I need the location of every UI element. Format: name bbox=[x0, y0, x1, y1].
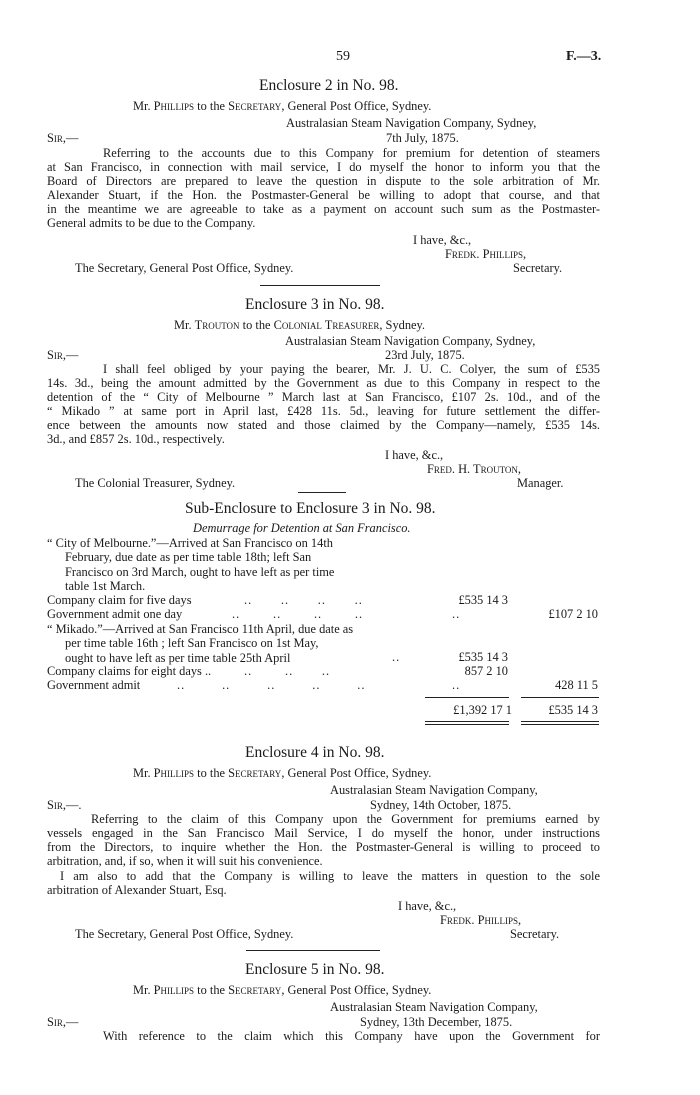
enclosure-4-addressee: The Secretary, General Post Office, Sydney. bbox=[75, 927, 294, 941]
enclosure-4-signature-title: Secretary. bbox=[510, 927, 560, 941]
enclosure-3-salutation: Sir,— bbox=[47, 348, 79, 362]
enclosure-5-sender: Australasian Steam Navigation Company, bbox=[330, 1000, 538, 1014]
enclosure-2-salutation: Sir,— bbox=[47, 131, 79, 145]
total-rule bbox=[521, 721, 599, 722]
enclosure-4-body-line: Referring to the claim of this Company upon the Government for premiums earned by bbox=[91, 812, 600, 826]
enclosure-4-signature: Fredk. Phillips, bbox=[440, 913, 522, 927]
enclosure-2-closing: I have, &c., bbox=[413, 233, 472, 247]
total-admitted: £535 14 3 bbox=[548, 703, 598, 717]
mikado-amount: £535 14 3 bbox=[458, 650, 508, 664]
government-admit-1-label: Government admit one day bbox=[47, 607, 183, 621]
page-number: 59 bbox=[336, 49, 350, 64]
enclosure-2-body-line: Board of Directors are prepared to leave the question in dispute to the sole arbitration of Mr. bbox=[47, 174, 600, 188]
company-claim-2-label: Company claims for eight days .. bbox=[47, 664, 212, 678]
total-rule bbox=[521, 724, 599, 725]
enclosure-2-sender: Australasian Steam Navigation Company, Sydney, bbox=[286, 116, 537, 130]
enclosure-3-from-to: Mr. Trouton to the Colonial Treasurer, Sydney. bbox=[174, 318, 426, 332]
total-rule bbox=[425, 724, 509, 725]
enclosure-2-signature-title: Secretary. bbox=[513, 261, 563, 275]
government-admit-1-amount: £107 2 10 bbox=[548, 607, 598, 621]
enclosure-4-from-to: Mr. Phillips to the Secretary, General Post Office, Sydney. bbox=[133, 766, 432, 780]
leader-dots: .. bbox=[392, 650, 401, 664]
government-admit-2-amount: 428 11 5 bbox=[555, 678, 598, 692]
enclosure-4-body2-line: arbitration of Alexander Stuart, Esq. bbox=[47, 883, 227, 897]
enclosure-5-heading: Enclosure 5 in No. 98. bbox=[245, 961, 385, 978]
enclosure-2-body-line: at San Francisco, in connection with mail service, I do myself the honor to inform you that the bbox=[47, 160, 600, 174]
company-claim-1-label: Company claim for five days bbox=[47, 593, 192, 607]
sub-enclosure-subheading: Demurrage for Detention at San Francisco. bbox=[193, 521, 411, 535]
enclosure-3-body-line: ence between the amounts now stated and those claimed by the Company—namely, £535 14s. bbox=[47, 418, 600, 432]
enclosure-2-body-line: Referring to the accounts due to this Company for premium for detention of steamers bbox=[103, 146, 600, 160]
enclosure-2-date: 7th July, 1875. bbox=[386, 131, 459, 145]
enclosure-5-salutation: Sir,— bbox=[47, 1015, 79, 1029]
enclosure-4-salutation: Sir,—. bbox=[47, 798, 82, 812]
total-rule bbox=[425, 697, 509, 698]
enclosure-4-date: Sydney, 14th October, 1875. bbox=[370, 798, 512, 812]
enclosure-2-body-line: General admits to be due to the Company. bbox=[47, 216, 256, 230]
enclosure-5-from-to: Mr. Phillips to the Secretary, General Post Office, Sydney. bbox=[133, 983, 432, 997]
enclosure-3-body-line: “ Mikado ” at same port in April last, £428 11s. 5d., leaving for future settlement the differ- bbox=[47, 404, 600, 418]
total-claimed: £1,392 17 1 bbox=[453, 703, 512, 717]
enclosure-2-addressee: The Secretary, General Post Office, Sydney. bbox=[75, 261, 294, 275]
enclosure-3-closing: I have, &c., bbox=[385, 448, 444, 462]
enclosure-3-heading: Enclosure 3 in No. 98. bbox=[245, 296, 385, 313]
enclosure-3-body-line: detention of the “ City of Melbourne ” March last at San Francisco, £107 2s. 10d., and of the bbox=[47, 390, 600, 404]
document-code: F.—3. bbox=[566, 49, 602, 64]
enclosure-4-sender: Australasian Steam Navigation Company, bbox=[330, 783, 538, 797]
enclosure-3-sender: Australasian Steam Navigation Company, Sydney, bbox=[285, 334, 536, 348]
enclosure-2-body-line: Alexander Stuart, if the Hon. the Postmaster-General be willing to adopt that course, and that bbox=[47, 188, 600, 202]
leader-dots: .. .. .. .. .. bbox=[177, 678, 366, 692]
enclosure-3-addressee: The Colonial Treasurer, Sydney. bbox=[75, 476, 236, 490]
enclosure-4-body-line: vessels engaged in the San Francisco Mail Service, I do myself the honor, under instructions bbox=[47, 826, 600, 840]
leader-dots: .. .. .. bbox=[244, 664, 331, 678]
company-claim-2-amount: 857 2 10 bbox=[464, 664, 508, 678]
company-claim-1-amount: £535 14 3 bbox=[458, 593, 508, 607]
enclosure-5-date: Sydney, 13th December, 1875. bbox=[360, 1015, 513, 1029]
enclosure-3-body-line: 14s. 3d., being the amount admitted by the Government as due to this Company in respect to the bbox=[47, 376, 600, 390]
enclosure-4-body-line: arbitration, and, if so, when it will suit his convenience. bbox=[47, 854, 323, 868]
empty-amount-dots: .. bbox=[452, 678, 461, 692]
enclosure-3-body-line: 3d., and £857 2s. 10d., respectively. bbox=[47, 432, 225, 446]
enclosure-2-body-line: in the meantime we are agreeable to take as a payment on account such sum as the Postmaster- bbox=[47, 202, 600, 216]
enclosure-3-signature-title: Manager. bbox=[517, 476, 564, 490]
leader-dots: .. .. .. .. bbox=[232, 607, 364, 621]
enclosure-2-heading: Enclosure 2 in No. 98. bbox=[259, 77, 399, 94]
total-rule bbox=[521, 697, 599, 698]
enclosure-2-signature: Fredk. Phillips, bbox=[445, 247, 527, 261]
section-divider bbox=[246, 950, 380, 951]
mikado-item: “ Mikado.”—Arrived at San Francisco 11th April, due date as per time table 16th ; left San Francisco on 1st May, ought to have left as per time table 25th April bbox=[47, 622, 354, 665]
enclosure-5-body-line: With reference to the claim which this Company have upon the Government for bbox=[103, 1029, 600, 1043]
enclosure-3-date: 23rd July, 1875. bbox=[385, 348, 465, 362]
leader-dots: .. .. .. .. bbox=[244, 593, 363, 607]
section-divider bbox=[260, 285, 380, 286]
city-of-melbourne-item: “ City of Melbourne.”—Arrived at San Francisco on 14th February, due date as per time table 18th; left San Francisco on 3rd March, ought to have left as per time table 1st March. bbox=[47, 536, 335, 593]
total-rule bbox=[425, 721, 509, 722]
section-divider bbox=[298, 492, 346, 493]
enclosure-3-body-line: I shall feel obliged by your paying the bearer, Mr. J. U. C. Colyer, the sum of £535 bbox=[103, 362, 600, 376]
empty-amount-dots: .. bbox=[452, 607, 461, 621]
enclosure-3-signature: Fred. H. Trouton, bbox=[427, 462, 522, 476]
enclosure-4-body-line: from the Directors, to inquire whether the Hon. the Postmaster-General is willing to proceed to bbox=[47, 840, 600, 854]
sub-enclosure-heading: Sub-Enclosure to Enclosure 3 in No. 98. bbox=[185, 500, 436, 517]
government-admit-2-label: Government admit bbox=[47, 678, 141, 692]
enclosure-2-from-to: Mr. Phillips to the Secretary, General Post Office, Sydney. bbox=[133, 99, 432, 113]
enclosure-4-heading: Enclosure 4 in No. 98. bbox=[245, 744, 385, 761]
enclosure-4-body2-line: I am also to add that the Company is willing to leave the matters in question to the sole bbox=[60, 869, 600, 883]
enclosure-4-closing: I have, &c., bbox=[398, 899, 457, 913]
